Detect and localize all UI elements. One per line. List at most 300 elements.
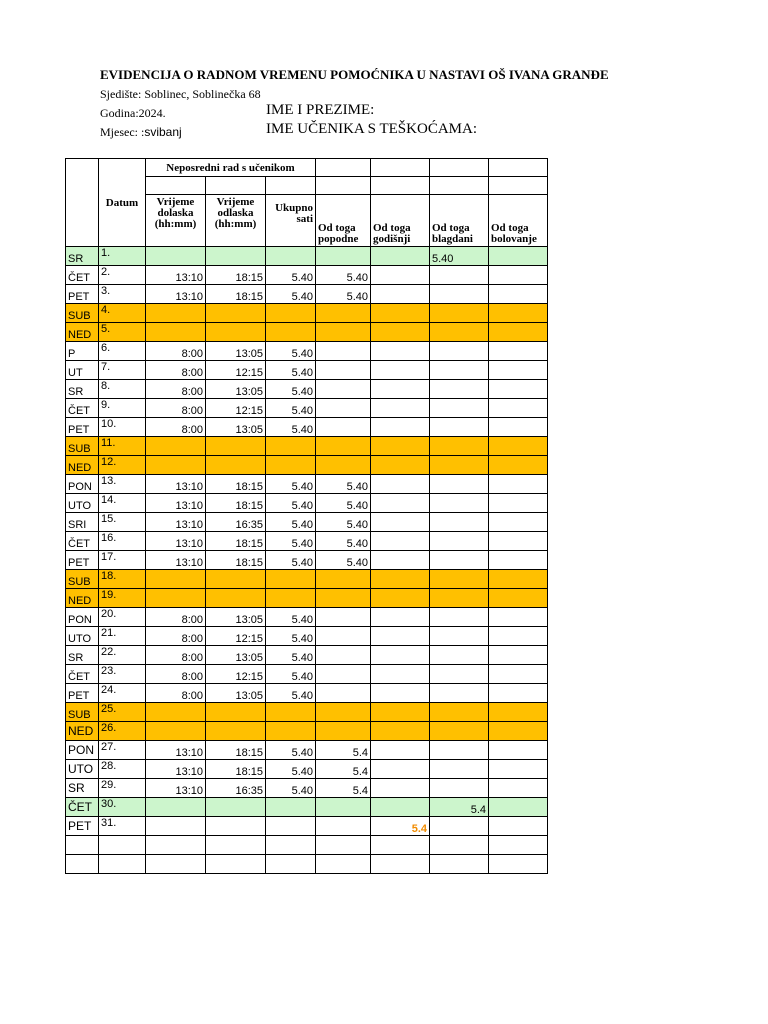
sick-leave-cell: [489, 684, 548, 703]
sick-leave-cell: [489, 323, 548, 342]
day-cell: ČET: [66, 399, 99, 418]
table-row: [66, 703, 548, 722]
table-row: [66, 855, 548, 874]
day-cell: SUB: [66, 437, 99, 456]
holidays-cell: [430, 779, 489, 798]
day-cell: SUB: [66, 304, 99, 323]
total-cell: 5.40: [266, 627, 316, 646]
sick-leave-cell: [489, 247, 548, 266]
holidays-cell: [430, 532, 489, 551]
afternoon-cell: [316, 304, 371, 323]
date-cell: 25.: [99, 703, 146, 722]
table-row: [66, 570, 548, 589]
sick-leave-cell: [489, 703, 548, 722]
afternoon-cell: [316, 646, 371, 665]
total-cell: 5.40: [266, 551, 316, 570]
arrival-header: Vrijeme dolaska (hh:mm): [146, 195, 206, 247]
table-row: [66, 437, 548, 456]
departure-cell: 16:35: [206, 513, 266, 532]
holidays-cell: [430, 608, 489, 627]
holidays-cell: [430, 323, 489, 342]
departure-cell: 13:05: [206, 646, 266, 665]
holidays-cell: [430, 684, 489, 703]
header-cell: [489, 177, 548, 195]
afternoon-cell: [316, 399, 371, 418]
date-cell: 17.: [99, 551, 146, 570]
holidays-cell: [430, 760, 489, 779]
sick-leave-cell: [489, 380, 548, 399]
header-cell: [371, 177, 430, 195]
annual-leave-header: Od toga godišnji: [371, 195, 430, 247]
header-cell: [430, 177, 489, 195]
date-cell: 15.: [99, 513, 146, 532]
arrival-cell: 13:10: [146, 513, 206, 532]
annual-leave-cell: [371, 247, 430, 266]
arrival-cell: 8:00: [146, 418, 206, 437]
table-row: [66, 760, 548, 779]
total-cell: [266, 836, 316, 855]
table-row: [66, 323, 548, 342]
sick-leave-cell: [489, 285, 548, 304]
departure-cell: 18:15: [206, 266, 266, 285]
arrival-cell: 8:00: [146, 646, 206, 665]
sick-leave-header: Od toga bolovanje: [489, 195, 548, 247]
departure-cell: 18:15: [206, 741, 266, 760]
day-cell: NED: [66, 323, 99, 342]
afternoon-cell: 5.40: [316, 285, 371, 304]
departure-cell: 18:15: [206, 551, 266, 570]
sick-leave-cell: [489, 760, 548, 779]
date-cell: 1.: [99, 247, 146, 266]
sick-leave-cell: [489, 437, 548, 456]
total-cell: [266, 323, 316, 342]
table-row: [66, 285, 548, 304]
total-cell: [266, 589, 316, 608]
arrival-cell: 8:00: [146, 342, 206, 361]
afternoon-cell: [316, 456, 371, 475]
annual-leave-cell: [371, 760, 430, 779]
annual-leave-cell: [371, 608, 430, 627]
afternoon-header: Od toga popodne: [316, 195, 371, 247]
annual-leave-cell: [371, 570, 430, 589]
table-row: [66, 836, 548, 855]
holidays-cell: 5.40: [430, 247, 489, 266]
departure-cell: 18:15: [206, 285, 266, 304]
afternoon-cell: [316, 684, 371, 703]
total-cell: 5.40: [266, 532, 316, 551]
sick-leave-cell: [489, 836, 548, 855]
attendance-table: [65, 158, 548, 874]
arrival-cell: [146, 798, 206, 817]
pupil-label: IME UČENIKA S TEŠKOĆAMA:: [266, 121, 477, 137]
day-cell: PON: [66, 741, 99, 760]
departure-cell: 18:15: [206, 760, 266, 779]
afternoon-cell: [316, 703, 371, 722]
day-cell: SUB: [66, 570, 99, 589]
day-cell: ČET: [66, 798, 99, 817]
arrival-cell: 13:10: [146, 285, 206, 304]
annual-leave-cell: [371, 703, 430, 722]
holidays-cell: [430, 570, 489, 589]
date-cell: 10.: [99, 418, 146, 437]
day-cell: PON: [66, 608, 99, 627]
arrival-cell: [146, 722, 206, 741]
arrival-cell: 13:10: [146, 741, 206, 760]
afternoon-cell: 5.40: [316, 532, 371, 551]
departure-cell: 18:15: [206, 494, 266, 513]
afternoon-cell: [316, 418, 371, 437]
sick-leave-cell: [489, 570, 548, 589]
departure-cell: [206, 437, 266, 456]
day-cell: SR: [66, 779, 99, 798]
date-cell: 12.: [99, 456, 146, 475]
date-cell: 27.: [99, 741, 146, 760]
departure-cell: [206, 456, 266, 475]
date-cell: 26.: [99, 722, 146, 741]
arrival-cell: 13:10: [146, 551, 206, 570]
date-cell: 21.: [99, 627, 146, 646]
afternoon-cell: 5.40: [316, 513, 371, 532]
arrival-cell: [146, 836, 206, 855]
holidays-cell: [430, 836, 489, 855]
holidays-cell: [430, 437, 489, 456]
table-row: [66, 589, 548, 608]
annual-leave-cell: [371, 855, 430, 874]
afternoon-cell: [316, 722, 371, 741]
holidays-cell: [430, 418, 489, 437]
arrival-cell: [146, 304, 206, 323]
day-cell: PON: [66, 475, 99, 494]
total-cell: 5.40: [266, 399, 316, 418]
annual-leave-cell: [371, 266, 430, 285]
annual-leave-cell: [371, 722, 430, 741]
year-line: [100, 106, 166, 121]
sick-leave-cell: [489, 722, 548, 741]
table-row: [66, 418, 548, 437]
date-cell: 4.: [99, 304, 146, 323]
table-row: [66, 247, 548, 266]
holidays-cell: [430, 380, 489, 399]
day-cell: SR: [66, 247, 99, 266]
afternoon-cell: 5.4: [316, 779, 371, 798]
holidays-cell: [430, 855, 489, 874]
arrival-cell: 8:00: [146, 665, 206, 684]
header-cell: [146, 177, 206, 195]
total-cell: [266, 304, 316, 323]
holidays-cell: [430, 266, 489, 285]
month-value: svibanj: [144, 125, 182, 139]
departure-cell: 12:15: [206, 665, 266, 684]
arrival-cell: 13:10: [146, 266, 206, 285]
sick-leave-cell: [489, 266, 548, 285]
afternoon-cell: [316, 589, 371, 608]
afternoon-cell: 5.40: [316, 266, 371, 285]
afternoon-cell: [316, 342, 371, 361]
holidays-cell: [430, 475, 489, 494]
day-cell: ČET: [66, 532, 99, 551]
table-row: [66, 684, 548, 703]
holidays-cell: [430, 646, 489, 665]
annual-leave-cell: [371, 437, 430, 456]
sick-leave-cell: [489, 741, 548, 760]
sick-leave-cell: [489, 646, 548, 665]
date-cell: 5.: [99, 323, 146, 342]
arrival-cell: 13:10: [146, 760, 206, 779]
document-title: EVIDENCIJA O RADNOM VREMENU POMOĆNIKA U NASTAVI OŠ IVANA GRANĐE: [100, 67, 609, 82]
total-cell: 5.40: [266, 646, 316, 665]
holidays-cell: [430, 665, 489, 684]
sick-leave-cell: [489, 608, 548, 627]
arrival-cell: 8:00: [146, 361, 206, 380]
date-cell: 30.: [99, 798, 146, 817]
total-cell: 5.40: [266, 342, 316, 361]
annual-leave-cell: [371, 551, 430, 570]
table-row: [66, 646, 548, 665]
arrival-cell: [146, 437, 206, 456]
annual-leave-cell: [371, 494, 430, 513]
holidays-cell: [430, 551, 489, 570]
sick-leave-cell: [489, 532, 548, 551]
departure-cell: 13:05: [206, 418, 266, 437]
afternoon-cell: 5.40: [316, 551, 371, 570]
day-cell: SR: [66, 380, 99, 399]
date-cell: 20.: [99, 608, 146, 627]
total-cell: [266, 855, 316, 874]
total-cell: 5.40: [266, 665, 316, 684]
date-cell: 29.: [99, 779, 146, 798]
total-cell: [266, 722, 316, 741]
holidays-cell: [430, 627, 489, 646]
arrival-cell: [146, 589, 206, 608]
table-row: [66, 494, 548, 513]
annual-leave-cell: [371, 285, 430, 304]
date-cell: [99, 836, 146, 855]
date-cell: 11.: [99, 437, 146, 456]
sick-leave-cell: [489, 589, 548, 608]
table-row: [66, 608, 548, 627]
departure-cell: [206, 247, 266, 266]
total-cell: 5.40: [266, 380, 316, 399]
departure-cell: 18:15: [206, 532, 266, 551]
afternoon-cell: 5.40: [316, 475, 371, 494]
day-cell: UTO: [66, 760, 99, 779]
total-cell: 5.40: [266, 475, 316, 494]
departure-cell: [206, 817, 266, 836]
total-cell: 5.40: [266, 361, 316, 380]
departure-cell: 12:15: [206, 361, 266, 380]
annual-leave-cell: [371, 418, 430, 437]
total-cell: 5.40: [266, 418, 316, 437]
day-cell: PET: [66, 285, 99, 304]
departure-cell: 13:05: [206, 380, 266, 399]
sick-leave-cell: [489, 798, 548, 817]
date-cell: 16.: [99, 532, 146, 551]
table-row: [66, 266, 548, 285]
total-cell: 5.40: [266, 608, 316, 627]
sick-leave-cell: [489, 418, 548, 437]
annual-leave-cell: [371, 684, 430, 703]
sick-leave-cell: [489, 513, 548, 532]
holidays-cell: [430, 589, 489, 608]
arrival-cell: 13:10: [146, 475, 206, 494]
date-cell: 28.: [99, 760, 146, 779]
header-cell: [489, 159, 548, 177]
sick-leave-cell: [489, 779, 548, 798]
arrival-cell: 8:00: [146, 608, 206, 627]
day-cell: PET: [66, 684, 99, 703]
afternoon-cell: [316, 247, 371, 266]
arrival-cell: [146, 456, 206, 475]
table-row: [66, 380, 548, 399]
holidays-cell: [430, 456, 489, 475]
annual-leave-cell: [371, 836, 430, 855]
holidays-cell: [430, 494, 489, 513]
annual-leave-cell: [371, 627, 430, 646]
arrival-cell: [146, 323, 206, 342]
total-cell: 5.40: [266, 285, 316, 304]
total-cell: [266, 437, 316, 456]
table-row: [66, 513, 548, 532]
arrival-cell: 8:00: [146, 380, 206, 399]
table-row: [66, 475, 548, 494]
table-row: [66, 551, 548, 570]
sick-leave-cell: [489, 475, 548, 494]
total-cell: [266, 247, 316, 266]
day-cell: ČET: [66, 665, 99, 684]
date-cell: [99, 855, 146, 874]
table-row: [66, 798, 548, 817]
sick-leave-cell: [489, 627, 548, 646]
sick-leave-cell: [489, 399, 548, 418]
table-row: [66, 817, 548, 836]
table-row: [66, 779, 548, 798]
date-cell: 23.: [99, 665, 146, 684]
arrival-cell: [146, 570, 206, 589]
holidays-cell: [430, 741, 489, 760]
total-cell: 5.40: [266, 741, 316, 760]
header-cell: [266, 177, 316, 195]
departure-header: Vrijeme odlaska (hh:mm): [206, 195, 266, 247]
table-row: [66, 342, 548, 361]
arrival-cell: 8:00: [146, 399, 206, 418]
date-cell: 2.: [99, 266, 146, 285]
total-cell: 5.40: [266, 684, 316, 703]
departure-cell: 16:35: [206, 779, 266, 798]
table-row: [66, 399, 548, 418]
holidays-header: Od toga blagdani: [430, 195, 489, 247]
arrival-cell: [146, 703, 206, 722]
sick-leave-cell: [489, 342, 548, 361]
day-cell: NED: [66, 456, 99, 475]
holidays-cell: [430, 361, 489, 380]
date-cell: 6.: [99, 342, 146, 361]
header-cell: [430, 159, 489, 177]
day-cell: UT: [66, 361, 99, 380]
total-cell: [266, 798, 316, 817]
date-cell: 9.: [99, 399, 146, 418]
day-cell: UTO: [66, 494, 99, 513]
annual-leave-cell: [371, 380, 430, 399]
date-cell: 18.: [99, 570, 146, 589]
table-row: [66, 304, 548, 323]
day-cell: P: [66, 342, 99, 361]
annual-leave-cell: [371, 399, 430, 418]
date-cell: 13.: [99, 475, 146, 494]
total-cell: 5.40: [266, 513, 316, 532]
departure-cell: [206, 703, 266, 722]
arrival-cell: 13:10: [146, 532, 206, 551]
holidays-cell: [430, 513, 489, 532]
afternoon-cell: [316, 437, 371, 456]
total-cell: [266, 456, 316, 475]
total-cell: [266, 570, 316, 589]
holidays-cell: [430, 703, 489, 722]
annual-leave-cell: [371, 665, 430, 684]
departure-cell: 13:05: [206, 684, 266, 703]
day-cell: [66, 855, 99, 874]
table-row: [66, 361, 548, 380]
annual-leave-cell: [371, 342, 430, 361]
date-cell: 14.: [99, 494, 146, 513]
header-cell: [316, 177, 371, 195]
departure-cell: [206, 323, 266, 342]
departure-cell: [206, 304, 266, 323]
day-cell: SRI: [66, 513, 99, 532]
arrival-cell: [146, 247, 206, 266]
afternoon-cell: [316, 627, 371, 646]
sick-leave-cell: [489, 456, 548, 475]
departure-cell: [206, 722, 266, 741]
date-cell: 31.: [99, 817, 146, 836]
holidays-cell: [430, 342, 489, 361]
arrival-cell: 13:10: [146, 779, 206, 798]
table-row: [66, 627, 548, 646]
annual-leave-cell: [371, 304, 430, 323]
sick-leave-cell: [489, 304, 548, 323]
table-row: [66, 532, 548, 551]
table-row: [66, 456, 548, 475]
day-cell: [66, 836, 99, 855]
header-cell: [371, 159, 430, 177]
afternoon-cell: 5.4: [316, 760, 371, 779]
arrival-cell: 13:10: [146, 494, 206, 513]
sick-leave-cell: [489, 855, 548, 874]
header-cell: [206, 177, 266, 195]
total-cell: 5.40: [266, 494, 316, 513]
sick-leave-cell: [489, 551, 548, 570]
day-cell: NED: [66, 722, 99, 741]
afternoon-cell: [316, 608, 371, 627]
afternoon-cell: [316, 665, 371, 684]
group-header: Neposredni rad s učenikom: [146, 159, 316, 177]
month-label: Mjesec: :: [100, 125, 145, 139]
arrival-cell: [146, 855, 206, 874]
date-cell: 3.: [99, 285, 146, 304]
departure-cell: [206, 570, 266, 589]
header-cell: [316, 159, 371, 177]
datum-header: Datum: [99, 159, 146, 247]
holidays-cell: [430, 399, 489, 418]
total-cell: [266, 703, 316, 722]
school-address: Sjedište: Soblinec, Soblinečka 68: [100, 87, 261, 101]
day-cell: UTO: [66, 627, 99, 646]
arrival-cell: [146, 817, 206, 836]
annual-leave-cell: [371, 513, 430, 532]
day-cell: SUB: [66, 703, 99, 722]
departure-cell: [206, 798, 266, 817]
sick-leave-cell: [489, 361, 548, 380]
departure-cell: 13:05: [206, 342, 266, 361]
